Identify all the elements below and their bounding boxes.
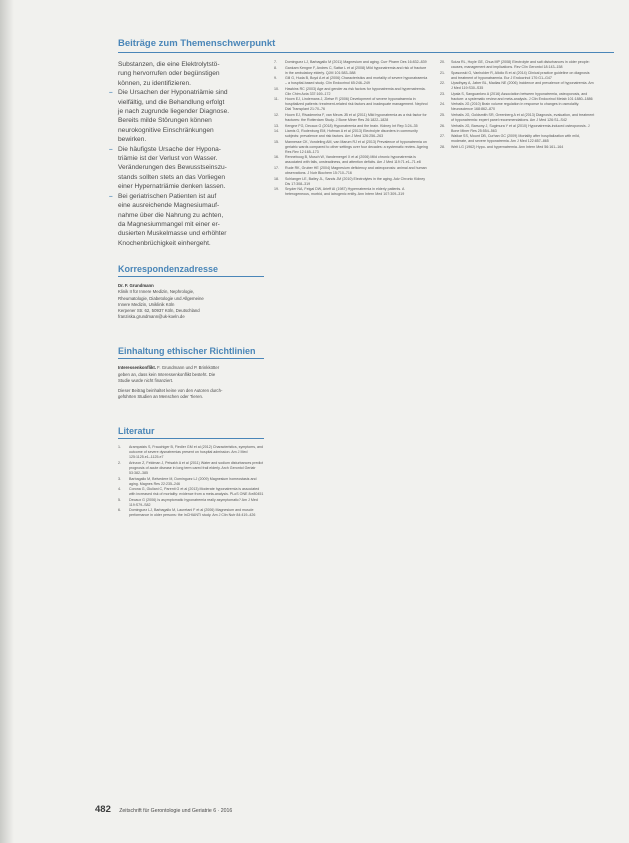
reference-text: Rude RK, Gruber HE (2004) Magnesium deficiency and osteoporosis: animal and human observations. J Nutr Biochem 15:710–716 [285,165,427,175]
reference-text: Kengne FG, Decaux G (2018) Hyponatremia and the brain. Kidney Int Rep 3:24–35 [285,123,418,128]
address-line: Rheumatologie, Diabetologie und Allgemeine [118,295,204,301]
reference-number: 12. [274,112,279,117]
page-footer [95,804,232,815]
reference-number: 2. [118,460,121,465]
column-2 [274,60,430,198]
intro-line: nahme über die Nahrung zu achten, [118,211,224,219]
reference-number: 3. [118,476,121,481]
reference-item [274,166,430,176]
reference-number: 25. [440,112,445,117]
intro-line: Knochenbrüchigkeit einhergeht. [118,239,211,247]
reference-text: Verbalis JG, Goldsmith SR, Greenberg A et al (2013) Diagnosis, evaluation, and treatment of hyponatremia: expert panel recommendations. Am J Med 126:S1–S42 [451,112,595,122]
reference-number: 17. [274,165,279,170]
reference-text: Arampatzis S, Frauchiger B, Fiedler GM et al (2012) Characteristics, symptoms, and outcome of severe dysnatremias present on hospital admission. Am J Med 125:1125.e1–1125.e7 [129,445,264,460]
reference-number: 5. [118,497,121,502]
intro-line: eine ausreichende Magnesiumauf- [118,202,220,210]
reference-item [440,134,596,144]
reference-number: 26. [440,123,445,128]
header-rule [118,52,614,53]
reference-item [118,498,264,508]
reference-item [118,487,264,497]
author-name: Dr. F. Grundmann [118,283,154,289]
intro-line: neurokognitive Einschränkungen [118,126,214,134]
ethics-text: Dieser Beitrag beinhaltet keine von den Autoren durch- [118,387,223,393]
bullet-marker: – [109,192,113,200]
intro-line: einer Hypernatriämie denken lassen. [118,183,226,191]
reference-item [274,66,430,76]
reference-number: 19. [274,187,279,192]
reference-number: 21. [440,70,445,75]
intro-line: da Magnesiummangel mit einer er- [118,220,220,228]
reference-item [274,60,430,65]
reference-item [440,113,596,123]
reference-item [274,97,430,112]
reference-item [118,508,264,518]
column-1 [109,60,264,519]
reference-text: Hoorn EJ, Lindemans J, Zietse R (2006) Development of severe hyponatraemia in hospitalized patients: treatment-related risk factors and inadequate management. Nephrol Dial Transplant 21:70–76 [285,97,428,112]
reference-number: 28. [440,144,445,149]
address-line: Kerpener Str. 62, 50937 Köln, Deutschland [118,307,200,313]
reference-number: 7. [274,60,277,64]
reference-text: Barbagallo M, Belvedere M, Dominguez LJ (2009) Magnesium homeostasis and aging. Magnes Res 22:235–246 [129,476,257,486]
reference-item [274,76,430,86]
bullet-marker: – [109,145,113,153]
reference-number: 1. [118,445,121,450]
reference-item [440,60,596,70]
reference-text: Arinzon Z, Feldman J, Peisakh A et al (2011) Water and sodium disturbances predict prognosis of acute disease in long term cared frail elderly. Arch Gerontol Geriatr 53:382–385 [129,460,264,475]
reference-number: 4. [118,487,121,492]
reference-item [440,124,596,134]
reference-list-1 [118,445,264,518]
reference-number: 27. [440,134,445,139]
reference-text: Gankam Kengne F, Andres C, Sattar L et al (2008) Mild hyponatremia and risk of fracture in the ambulatory elderly. QJM 101:583–588 [285,65,427,75]
reference-text: Corona G, Giuliani C, Parenti G et al (2013) Moderate hyponatremia is associated with increased risk of mortality: evidence from a meta-analysis. PLoS ONE 8:e80451 [129,487,264,497]
reference-number: 24. [440,102,445,107]
reference-item [274,113,430,123]
intro-line: rung hervorrufen oder begünstigen [118,70,220,78]
reference-text: Dominguez LJ, Barbagallo M (2011) Magnesium and aging. Curr Pharm Des 16:832–839 [285,60,427,64]
reference-item [118,477,264,487]
reference-text: Soiza RL, Hoyle GE, Chua MP (2008) Electrolyte and salt disturbances in older people: causes, management and implications. Rev Clin Gerontol 18:143–158 [451,60,590,69]
intro-bullet [109,88,264,97]
journal-title: Zeitschrift für Gerontologie und Geriatrie 6 · 2016 [119,808,233,814]
reference-text: Verbalis JG (2010) Brain volume regulation in response to changes in osmolality. Neuroscience 168:862–870 [451,102,580,112]
reference-item [440,145,596,150]
intro-line: Veränderungen des Bewusstseinszu- [118,164,227,172]
reference-number: 13. [274,123,279,128]
intro-line: Die Ursachen der Hyponatriämie sind [118,89,228,97]
reference-number: 9. [274,76,277,81]
reference-number: 15. [274,139,279,144]
ethics-text: Interessenkonflikt. F. Grundmann und P. Brinkkötter [118,365,220,371]
intro-line: Die häufigste Ursache der Hypona- [118,145,221,153]
address-email: franziska.grundmann@uk-koeln.de [118,314,185,320]
intro-line: Bei geriatrischen Patienten ist auf [118,192,217,200]
intro-bullet [109,145,264,154]
reference-text: Schlanger LE, Bailey JL, Sands JM (2010) Electrolytes in the aging. Adv Chronic Kidney Dis 17:308–319 [285,176,426,186]
ethics-text: geben an, dass kein Interessenkonflikt besteht. Die [118,371,216,377]
address-line: Klinik II für Innere Medizin, Nephrologie, [118,289,195,295]
reference-text: Hoorn EJ, Rivadeneira F, van Meurs JB et al (2011) Mild hyponatremia as a risk factor for fractures: the Rotterdam Study. J Bone Miner Res 26:1822–1828 [285,112,427,122]
reference-text: Waikar SS, Mount DB, Curhan GC (2009) Mortality after hospitalization with mild, moderate, and severe hyponatremia. Am J Med 122:857–865 [451,134,580,144]
reference-item [440,92,596,102]
reference-item [274,87,430,97]
column-3 [440,60,596,150]
intro-line: können, zu identifizieren. [118,79,191,87]
reference-text: Renneboog B, Musch W, Vandemergel X et al (2006) Mild chronic hyponatremia is associated with falls, unsteadiness, and attention deficits. Am J Med 119:71.e1–71.e8 [285,155,421,165]
reference-item [274,155,430,165]
ethics-text: geführten Studien an Menschen oder Tieren. [118,394,204,400]
reference-number: 11. [274,97,279,102]
section-header: Beiträge zum Themenschwerpunkt [118,38,276,49]
reference-item [118,461,264,476]
reference-number: 14. [274,129,279,134]
reference-number: 10. [274,86,279,91]
reference-item [440,71,596,81]
reference-list-2 [274,60,430,197]
reference-number: 22. [440,81,445,86]
reference-text: Decaux G (2006) Is asymptomatic hyponatremia really asymptomatic? Am J Med 119:S79–S82 [129,497,258,507]
intro-line: dusierten Muskelmasse und erhöhter [118,230,227,238]
reference-number: 18. [274,176,279,181]
reference-text: Mannesse CK, Vondeling AM, van Marum RJ et al (2013) Prevalence of hyponatremia on geriatric wards compared to other settings over four decades: a systematic review. Ageing Res Rev 12:165–173 [285,139,428,154]
address-line: Innere Medizin, Uniklinik Köln [118,301,175,307]
reference-number: 20. [440,60,445,64]
intro-line: Bereits milde Störungen können [118,117,212,125]
reference-text: Spasovski G, Vanholder R, Allolio B et al (2014) Clinical practice guideline on diagnosis and treatment of hyponatraemia. Eur J Endocrinol 170:G1–G47 [451,70,590,80]
reference-item [274,187,430,197]
intro-text [109,60,264,248]
section-title-literature: Literatur [118,426,264,439]
intro-line: Substanzen, die eine Elektrolytstö- [118,61,220,68]
intro-bullet [109,192,264,201]
reference-item [274,124,430,129]
scan-edge-shadow [0,0,14,843]
reference-item [440,102,596,112]
section-title-address: Korrespondenzadresse [118,264,264,277]
intro-line: stands sollten stets an das Vorliegen [118,173,226,181]
bullet-marker: – [109,89,113,97]
reference-text: Liamis G, Rodenburg EM, Hofman A et al (2013) Electrolyte disorders in community subjects: prevalence and risk factors. Am J Med 126:256–263 [285,129,418,139]
intro-line: bewirken. [118,136,147,144]
reference-text: Welt LG (1962) Hypo- and hypernatremia. Ann Intern Med 56:161–164 [451,144,564,149]
reference-text: Verbalis JG, Barsony J, Sugimura Y et al (2010) Hyponatremia-induced osteoporosis. J Bone Miner Res 25:554–563 [451,123,590,133]
reference-text: Snyder NA, Feigal DW, Arieff AI (1987) Hypernatremia in elderly patients. A heterogeneous, morbid, and iatrogenic entity. Ann Intern Med 107:309–319 [285,187,405,197]
reference-text: Upala S, Sanguankeo A (2016) Association between hyponatremia, osteoporosis, and fracture: a systematic review and meta-analysis. J Clin Endocrinol Metab 101:1880–1886 [451,91,593,101]
reference-text: Upadhyay A, Jaber BL, Madias NE (2006) Incidence and prevalence of hyponatremia. Am J Med 119:S30–S35 [451,81,594,91]
reference-number: 16. [274,155,279,160]
intro-line: je nach zugrunde liegender Diagnose. [118,108,230,116]
reference-text: Dominguez LJ, Barbagallo M, Lauretani F et al (2006) Magnesium and muscle performance in older persons: the InCHIANTI study. Am J Clin Nutr 84:419–426 [129,508,256,518]
reference-number: 8. [274,65,277,70]
reference-number: 6. [118,508,121,513]
reference-item [440,81,596,91]
intro-line: triämie ist der Verlust von Wasser. [118,155,218,163]
reference-text: Hawkins RC (2003) Age and gender as risk factors for hyponatremia and hypernatremia. Clin Chim Acta 337:169–172 [285,86,426,96]
intro-line: vielfältig, und die Behandlung erfolgt [118,98,225,106]
reference-item [274,177,430,187]
reference-text: Gill G, Huda B, Boyd A et al (2006) Characteristics and mortality of severe hyponatraemia – a hospital-based study. Clin Endocrinol 65:246–249 [285,76,428,86]
reference-list-3 [440,60,596,150]
reference-item [274,129,430,139]
ethics-text: Studie wurde nicht finanziert. [118,377,174,383]
page-number: 482 [95,804,111,815]
reference-item [118,445,264,460]
reference-number: 23. [440,91,445,96]
reference-item [274,140,430,155]
section-title-ethics: Einhaltung ethischer Richtlinien [118,346,264,359]
